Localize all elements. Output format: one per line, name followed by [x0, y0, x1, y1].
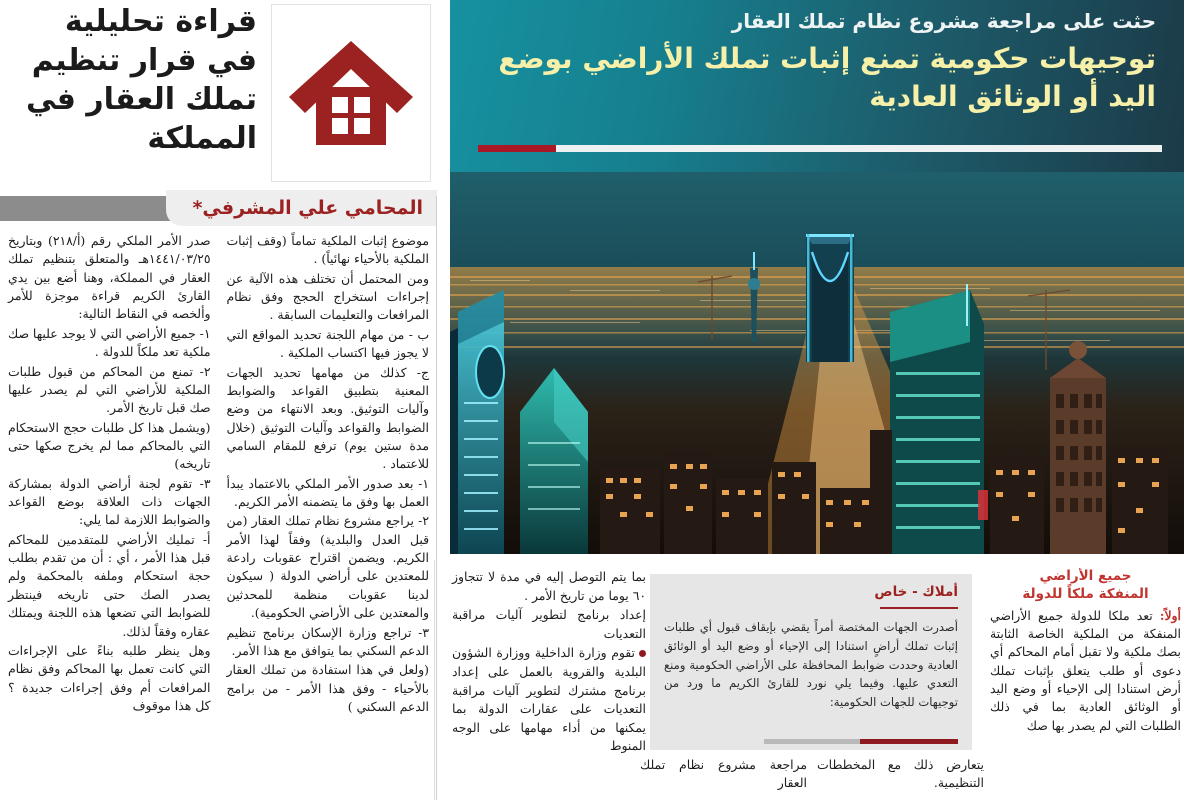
column-right: [0, 232, 219, 800]
paragraph: (ويشمل هذا كل طلبات حجج الاستحكام التي بالمحاكم مما لم يخرج صكها حتى تاريخه): [8, 419, 211, 472]
paragraph: وهل ينظر طلبه بناءً على الإجراءات التي كانت تعمل بها المحاكم وفق نظام المرافعات أم وفق إجراءات جديدة ؟ كل هذا موقوف: [8, 642, 211, 713]
author-name: المحامي علي المشرفي*: [192, 197, 423, 219]
banner-rule: [478, 145, 1162, 152]
column-divider: [436, 196, 437, 800]
sidebar-body: أصدرت الجهات المختصة أمراً يقضي بإيقاف قبول أي طلبات إثبات تملك أراضٍ استنادا إلى الإحياء أو وضع اليد أو الوثائق العادية وحددت ضوابط المحافظة على الأراضي الحكومية ومنع التعدي عليها. وفيما يلي نورد للقارئ الكريم ما ورد من توجيهات للجهات الحكومية:: [664, 620, 958, 710]
paragraph: موضوع إثبات الملكية تماماً (وقف إثبات الملكية بالأحياء نهائياً) .: [226, 233, 429, 267]
right-column-heading: [990, 568, 1181, 604]
paragraph: ب - من مهام اللجنة تحديد المواقع التي لا يجوز فيها اكتساب الملكية .: [226, 326, 429, 361]
banner-rule-red: [478, 145, 556, 152]
paragraph: صدر الأمر الملكي رقم (أ/٢١٨) وبتاريخ ١٤٤١/٠٣/٢٥هـ والمتعلق بتنظيم تملك العقار في المملكة، وهنا أضع بين يدي القارئ الكريم قراءة موجزة للأمر وألخصه في النقاط التالية:: [8, 233, 211, 322]
logo-box: [271, 4, 431, 182]
header-banner: [450, 0, 1184, 172]
byline-chip: [166, 190, 437, 226]
column-divider-lower: [434, 560, 435, 800]
paragraph: إعداد برنامج لتطوير آليات مراقبة التعديات: [452, 607, 646, 641]
right-column-body: [990, 607, 1181, 736]
right-column-heading-line2: المنفكة ملكاً للدولة: [1022, 585, 1149, 602]
footer-strip: [640, 756, 984, 800]
paragraph: ٣- تقوم لجنة أراضي الدولة بمشاركة الجهات ذات العلاقة بوضع القواعد والضوابط اللازمة لما يلي:: [8, 475, 211, 528]
sidebar-rule-spacer: [664, 739, 764, 744]
footer-col-left: مراجعة مشروع نظام تملك العقار: [640, 757, 807, 790]
paragraph: ومن المحتمل أن تختلف هذه الآلية عن إجراءات استخراج الحجج وفق نظام المرافعات والتعليمات السابقة .: [226, 270, 429, 323]
page-title: قراءة تحليلية في قرار تنظيم تملك العقار في المملكة: [25, 4, 257, 156]
paragraph-bulleted: [452, 644, 646, 756]
house-icon: [285, 31, 417, 155]
sidebar-label: أملاك - خاص: [874, 584, 958, 600]
paragraph: بما يتم التوصل إليه في مدة لا تتجاوز ٦٠ يوما من تاريخ الأمر .: [452, 569, 646, 603]
right-column-text: تعد ملكا للدولة جميع الأراضي المنفكة من الملكية الخاصة الثابتة بصك ملكية ولا تقبل أمام المحاكم أي دعوى أو طلب يتعلق بإثبات تملك أرض استنادا إلى الإحياء أو وضع اليد أو الوثائق العادية بما في ذلك الطلبات التي لم يصدر بها صك: [990, 607, 1181, 733]
paragraph: أ- تمليك الأراضي للمتقدمين للمحاكم قبل هذا الأمر ، أي : أن من تقدم بطلب حجة استحكام وملفه بالمحكمة ولم يصدر الصك حتى تاريخه فينتظر للضوابط التي تضعها هذه اللجنة ويمتلك عقاره وفقاً لذلك.: [8, 531, 211, 639]
sidebar-rule-gray: [764, 739, 860, 744]
paragraph: ٣- تراجع وزارة الإسكان برنامج تنظيم الدعم السكني بما يتوافق مع هذا الأمر.: [226, 624, 429, 658]
bullet-dot-icon: [639, 650, 646, 657]
sidebar-rule-red: [860, 739, 958, 744]
sidebar-box: [650, 574, 972, 750]
riyadh-night-skyline-photo: [450, 172, 1184, 554]
banner-headline: توجيهات حكومية تمنع إثبات تملك الأراضي بوضع اليد أو الوثائق العادية: [498, 42, 1156, 113]
left-text-columns: [0, 232, 437, 800]
paragraph: ٢- تمنع من المحاكم من قبول طلبات الملكية للأراضي التي لم يصدر عليها صك قبل تاريخ الأمر.: [8, 363, 211, 416]
byline-row: [0, 190, 437, 226]
paragraph: ٢- يراجع مشروع نظام تملك العقار (من قبل العدل والبلدية) وفقاً لهذا الأمر الكريم. ويضمن اقتراح عقوبات رادعة للمعتدين على أراضي الدولة ( سيكون لدينا عقوبات منظمة للمحدثين والمعتدين على الأراضي الحكومية).: [226, 513, 429, 621]
ordinal-marker: أولاً:: [1159, 607, 1181, 623]
sidebar-underline: [880, 607, 958, 609]
paragraph: ١- بعد صدور الأمر الملكي بالاعتماد يبدأ العمل بها وفق ما يتضمنه الأمر الكريم.: [226, 475, 429, 510]
column-left: [219, 232, 438, 800]
paragraph: ج- كذلك من مهامها تحديد الجهات المعنية بتطبيق القواعد والضوابط وآليات التوثيق. وبعد الانتهاء من وضع الضوابط والقواعد وآليات التوثيق (خلال مدة ستين يوم) ترفع للمقام السامي للاعتماد .: [226, 364, 429, 472]
masthead: [0, 0, 437, 188]
mid-bottom-column: [444, 568, 654, 800]
bullet-text: تقوم وزارة الداخلية ووزارة الشؤون البلدية والقروية بالعمل على إعداد برنامج مشترك لتطوير آليات مراقبة التعديات على عقارات الدولة بما يمكنها من أداء مهامها على الوجه المنوط: [452, 645, 646, 754]
banner-text: [496, 8, 1156, 115]
footer-col-right: يتعارض ذلك مع المخططات التنظيمية.: [817, 757, 984, 790]
banner-rule-light: [556, 145, 1162, 152]
banner-kicker: حثت على مراجعة مشروع نظام تملك العقار: [731, 9, 1156, 33]
sidebar-rule: [664, 739, 958, 744]
right-column-heading-line1: جميع الأراضي: [1039, 568, 1132, 584]
right-column: [984, 568, 1189, 800]
paragraph: (ولعل في هذا استفادة من تملك العقار بالأحياء - وفق هذا الأمر - من برامج الدعم السكني ): [226, 662, 429, 714]
paragraph: ١- جميع الأراضي التي لا يوجد عليها صك ملكية تعد ملكاً للدولة .: [8, 325, 211, 360]
